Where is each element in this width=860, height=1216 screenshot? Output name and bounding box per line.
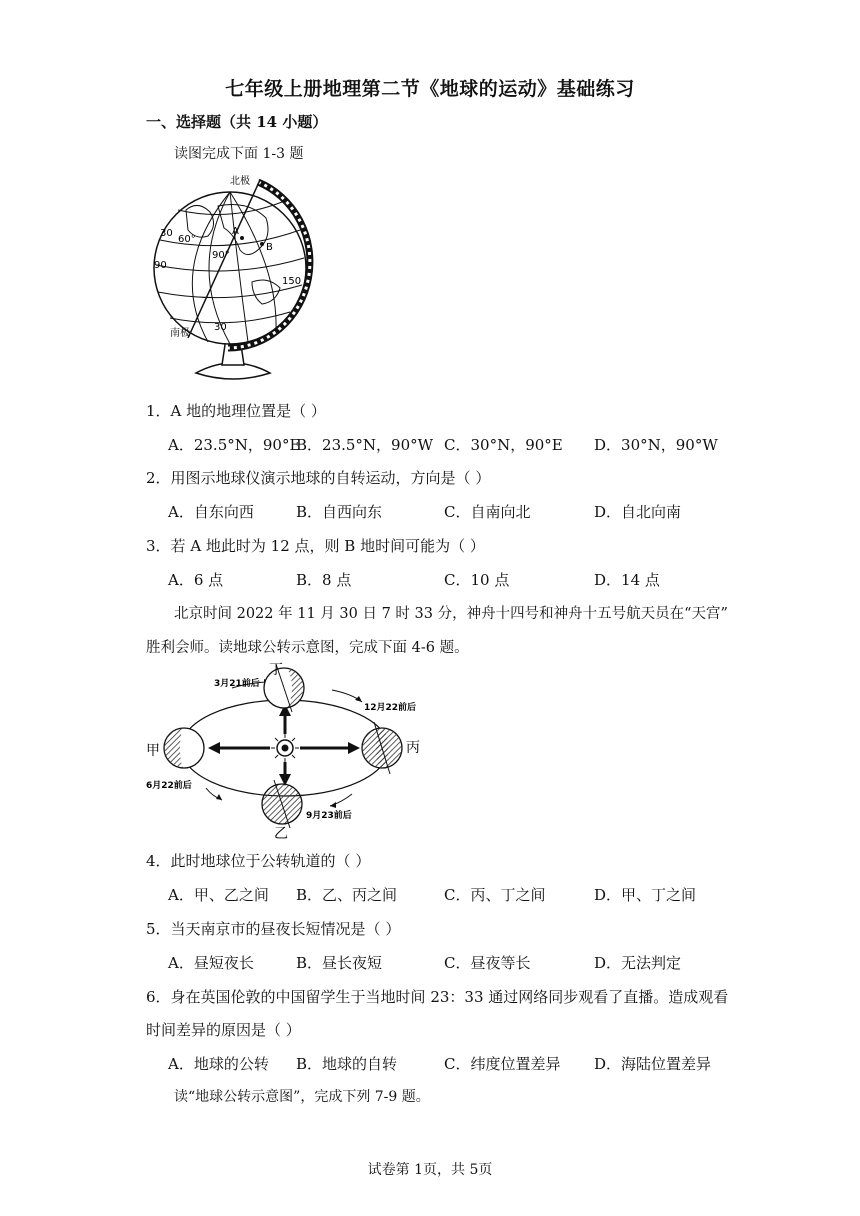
q4-option-a[interactable]: A．甲、乙之间 bbox=[168, 886, 269, 904]
q6-option-b[interactable]: B．地球的自转 bbox=[296, 1055, 398, 1073]
question-4: 4．此时地球位于公转轨道的（ ） bbox=[146, 852, 371, 870]
north-pole-label: 北极 bbox=[230, 176, 250, 187]
question-6-line-2: 时间差异的原因是（ ） bbox=[146, 1021, 301, 1039]
point-a-label: A bbox=[232, 226, 239, 237]
q3-option-c[interactable]: C．10 点 bbox=[444, 571, 510, 589]
q4-option-d[interactable]: D．甲、丁之间 bbox=[594, 886, 697, 904]
q3-option-d[interactable]: D．14 点 bbox=[594, 571, 660, 589]
globe-figure bbox=[148, 170, 318, 388]
question-1: 1．A 地的地理位置是（ ） bbox=[146, 402, 326, 420]
lon-90-left: 90 bbox=[154, 260, 167, 271]
page-footer: 试卷第 1页，共 5页 bbox=[367, 1162, 493, 1178]
page-title: 七年级上册地理第二节《地球的运动》基础练习 bbox=[225, 78, 635, 100]
q5-option-b[interactable]: B．昼长夜短 bbox=[296, 954, 383, 972]
section-heading: 一、选择题（共 14 小题） bbox=[146, 113, 328, 131]
q4-option-c[interactable]: C．丙、丁之间 bbox=[444, 886, 546, 904]
q2-option-c[interactable]: C．自南向北 bbox=[444, 503, 531, 521]
q1-option-b[interactable]: B．23.5°N，90°W bbox=[296, 436, 434, 454]
q5-option-a[interactable]: A．昼短夜长 bbox=[168, 954, 254, 972]
label-yi: 乙 bbox=[274, 826, 288, 840]
q5-option-c[interactable]: C．昼夜等长 bbox=[444, 954, 531, 972]
point-b-label: B bbox=[266, 242, 273, 253]
q3-option-a[interactable]: A．6 点 bbox=[168, 571, 224, 589]
q2-option-b[interactable]: B．自西向东 bbox=[296, 503, 383, 521]
q5-option-d[interactable]: D．无法判定 bbox=[594, 954, 682, 972]
intro-1-3: 读图完成下面 1-3 题 bbox=[174, 146, 304, 162]
passage-line-1: 北京时间 2022 年 11 月 30 日 7 时 33 分，神舟十四号和神舟十五号航天员在“天宫” bbox=[174, 606, 728, 622]
q1-option-d[interactable]: D．30°N，90°W bbox=[594, 436, 718, 454]
south-pole-label: 南极 bbox=[170, 328, 190, 339]
q1-option-a[interactable]: A．23.5°N，90°E bbox=[168, 436, 301, 454]
lon-150-label: 150 bbox=[282, 276, 302, 287]
intro-7-9: 读“地球公转示意图”，完成下列 7-9 题。 bbox=[174, 1089, 430, 1105]
lat-30-left: 30 bbox=[160, 228, 173, 239]
q2-option-d[interactable]: D．自北向南 bbox=[594, 503, 682, 521]
label-mar21: 3月21前后 bbox=[214, 679, 260, 689]
q6-option-d[interactable]: D．海陆位置差异 bbox=[594, 1055, 712, 1073]
question-6: 6．身在英国伦敦的中国留学生于当地时间 23：33 通过网络同步观看了直播。造成观看 bbox=[146, 988, 729, 1006]
label-bing: 丙 bbox=[406, 740, 420, 756]
label-ding: 丁 bbox=[269, 662, 283, 678]
passage-line-2: 胜利会师。读地球公转示意图，完成下面 4-6 题。 bbox=[146, 640, 469, 656]
lat-30-bottom: 30 bbox=[214, 322, 227, 333]
label-sep23: 9月23前后 bbox=[306, 811, 352, 821]
q6-option-c[interactable]: C．纬度位置差异 bbox=[444, 1055, 561, 1073]
q3-option-b[interactable]: B．8 点 bbox=[296, 571, 352, 589]
q6-option-a[interactable]: A．地球的公转 bbox=[168, 1055, 269, 1073]
question-5: 5．当天南京市的昼夜长短情况是（ ） bbox=[146, 920, 401, 938]
question-2: 2．用图示地球仪演示地球的自转运动，方向是（ ） bbox=[146, 469, 491, 487]
q2-option-a[interactable]: A．自东向西 bbox=[168, 503, 254, 521]
lon-90-mid: 90° bbox=[212, 250, 230, 261]
label-jun22: 6月22前后 bbox=[146, 781, 192, 791]
orbit-figure bbox=[142, 660, 432, 840]
label-dec22: 12月22前后 bbox=[364, 703, 417, 713]
q1-option-c[interactable]: C．30°N，90°E bbox=[444, 436, 563, 454]
q4-option-b[interactable]: B．乙、丙之间 bbox=[296, 886, 398, 904]
lat-60-label: 60° bbox=[178, 234, 196, 245]
question-3: 3．若 A 地此时为 12 点，则 B 地时间可能为（ ） bbox=[146, 537, 485, 555]
label-jia: 甲 bbox=[146, 743, 160, 759]
